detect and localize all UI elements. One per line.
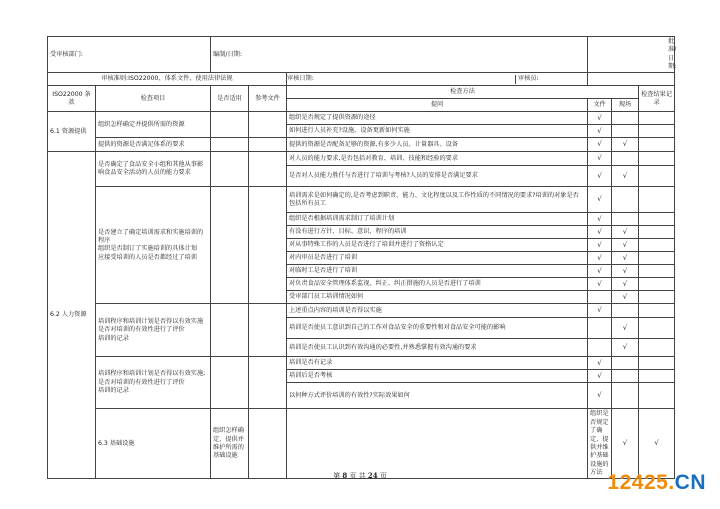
item-7: 组织怎样确定、提供并维护所需的基础设施	[211, 409, 249, 479]
dept-label: 受审核部门:	[48, 37, 211, 73]
question: 培训后是否考核	[287, 370, 588, 383]
question: 有没有进行方针、目标、意识、程序的培训	[287, 226, 588, 239]
question: 受审部门员工培训情况如何	[287, 291, 588, 304]
section-6-2: 6.2 人力资源	[48, 152, 96, 479]
question: 提供的资源是否配备足够的资源,有多少人员、计量器具、设备	[287, 138, 588, 152]
audit-checklist-table: 受审核部门: 编制/日期: 批准/日期: 审核准则:ISO22000、体系文件、使用法律法规 审核日期: 审核员: ISO22000 条款 检查项目 是否适用 参考文件 检查方法 检查结果记录 提问 文件 现场 6.1 资源提供 组织怎样确定并提供所需的资源 组织是否规定了提供资源的途径 √ 如何进行人员补充?设施、设备更新如何实施 √ 提供的资源是否满足体系的要求 提供的资源是否配备足够的资源,有多少人员、计量器具、设备 √ √ 6.2 人力资源 是否确定了食品安全小组和其他从事影响食品安全活动的人员的能力要求 对人员的能力要求,是否包括对教育、培训、技能和经验的要求 √ 是否对人员能力胜任与否进行了培训与考核?人员的安排是否满足要求 √ √ 是否建立了确定培训需求和实施培训的程序 组织是否制订了实施培训的具体计划 应接受培训的人员是否都经过了培训 培训需求是如何确定的,是否考虑到职责、能力、文化程度以及工作性质的不同情况的要求?培训的对象是否包括所有员工 √ 组织是否根据培训需求制订了培训计划 √ 有没有进行方针、目标、意识、程序的培训 √ √ 对从事特殊工作的人员是否进行了培训并进行了资格认定 √ √ 对内审员是否进行了培训 √ √ 对临时工是否进行了培训 √ √ 对负责食品安全管理体系监视、纠正、纠正措施的人员是否进行了培训 √ √ 受审部门员工培训情况如何 √ 培训程序和培训计划是否得以有效实施 是否对培训的有效性进行了评价 培训的记录 上述重点内容的培训是否得以实施 √ 培训是否使员工意识到自己的工作对食品安全的重要性和对食品安全可能的影响 √ 培训是否使员工认识到有效沟通的必要性,并熟悉掌握有效沟通的要求 √ 培训程序和培训计划是否得以有效实施;是否对培训的有效性进行了评价 培训的记录 培训是否有记录 √ 培训后是否考核 √ 以何种方式评价培训的有效性?实际效果如何 √ 6.3 基础设施 组织怎样确定、提供并维护所需的基础设施 组织是否规定了确定、提供并维护基础设施的方法 √ √	[47, 36, 675, 479]
col-method: 检查方法	[287, 86, 639, 99]
section-6-1: 6.1 资源提供	[48, 112, 96, 152]
criteria-label: 审核准则:ISO22000、体系文件、使用法律法规	[48, 73, 287, 86]
question: 组织是否规定了确定、提供并维护基础设施的方法	[588, 409, 612, 479]
approved-label: 批准/日期:	[588, 37, 675, 73]
item-5: 培训程序和培训计划是否得以有效实施 是否对培训的有效性进行了评价 培训的记录	[96, 304, 211, 357]
page-total: 24	[367, 471, 378, 480]
page-number: 8	[342, 471, 348, 480]
col-site: 现场	[612, 99, 639, 112]
question: 组织是否根据培训需求制订了培训计划	[287, 213, 588, 226]
question: 上述重点内容的培训是否得以实施	[287, 304, 588, 318]
item-2: 提供的资源是否满足体系的要求	[96, 138, 211, 152]
col-document: 文件	[588, 99, 612, 112]
page-footer: 第 8 页 共 24 页	[333, 471, 387, 480]
col-check-item: 检查项目	[96, 86, 211, 112]
question: 对负责食品安全管理体系监视、纠正、纠正措施的人员是否进行了培训	[287, 278, 588, 291]
col-question: 提问	[287, 99, 588, 112]
item-4: 是否建立了确定培训需求和实施培训的程序 组织是否制订了实施培训的具体计划 应接受培训的人员是否都经过了培训	[96, 187, 211, 304]
item-1: 组织怎样确定并提供所需的资源	[96, 112, 211, 138]
question: 对从事特殊工作的人员是否进行了培训并进行了资格认定	[287, 239, 588, 252]
question: 培训是否使员工意识到自己的工作对食品安全的重要性和对食品安全可能的影响	[287, 318, 588, 339]
question: 以何种方式评价培训的有效性?实际效果如何	[287, 383, 588, 409]
item-3: 是否确定了食品安全小组和其他从事影响食品安全活动的人员的能力要求	[96, 152, 211, 187]
col-reference: 参考文件	[249, 86, 287, 112]
prepared-label: 编制/日期:	[211, 37, 588, 73]
question: 组织是否规定了提供资源的途径	[287, 112, 588, 125]
question: 对人员的能力要求,是否包括对教育、培训、技能和经验的要求	[287, 152, 588, 166]
col-clause: ISO22000 条款	[48, 86, 96, 112]
item-6: 培训程序和培训计划是否得以有效实施;是否对培训的有效性进行了评价 培训的记录	[96, 357, 211, 409]
question: 是否对人员能力胜任与否进行了培训与考核?人员的安排是否满足要求	[287, 166, 588, 187]
question: 培训是否使员工认识到有效沟通的必要性,并熟悉掌握有效沟通的要求	[287, 339, 588, 357]
question: 如何进行人员补充?设施、设备更新如何实施	[287, 125, 588, 138]
section-6-3: 6.3 基础设施	[96, 409, 211, 479]
auditor-label: 审核员:	[515, 75, 539, 83]
watermark-logo: 12425.CN	[607, 471, 706, 494]
audit-date-label: 审核日期: 审核员:	[287, 73, 588, 86]
question: 培训需求是如何确定的,是否考虑到职责、能力、文化程度以及工作性质的不同情况的要求?培训的对象是否包括所有员工	[287, 187, 588, 213]
question: 培训是否有记录	[287, 357, 588, 370]
question: 对内审员是否进行了培训	[287, 252, 588, 265]
col-result: 检查结果记录	[639, 86, 675, 112]
col-applicable: 是否适用	[211, 86, 249, 112]
question: 对临时工是否进行了培训	[287, 265, 588, 278]
